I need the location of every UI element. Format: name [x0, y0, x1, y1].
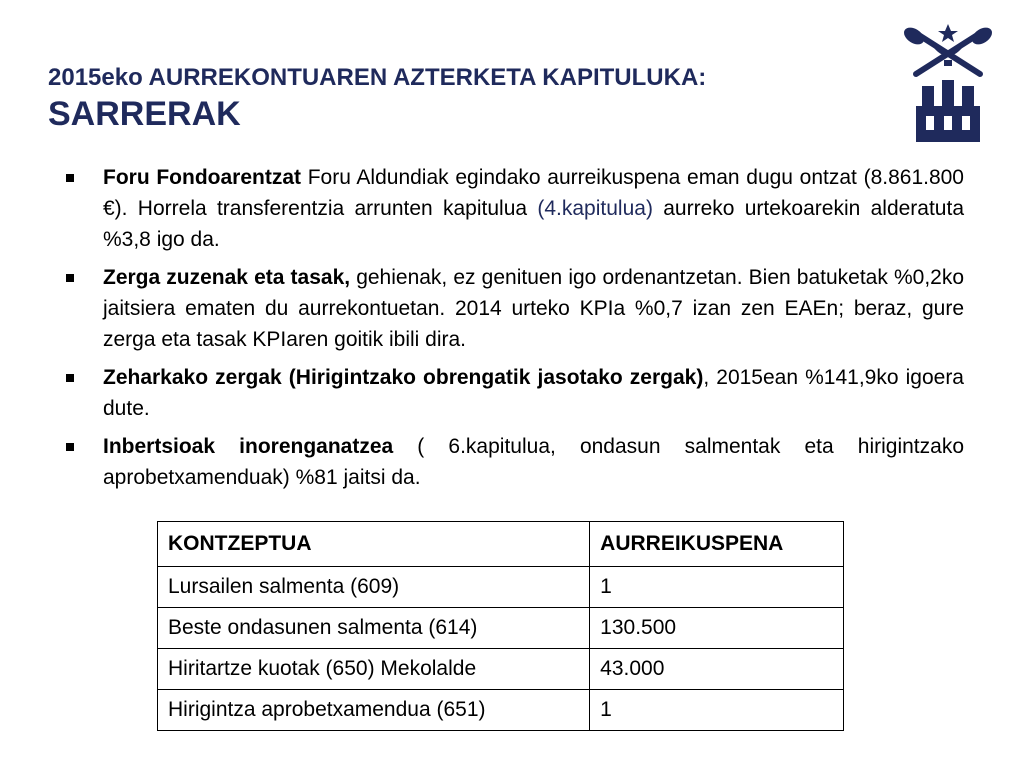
table-cell-concept: Beste ondasunen salmenta (614)	[158, 608, 590, 649]
table-cell-concept: Hirigintza aprobetxamendua (651)	[158, 690, 590, 731]
bullet-bold: Zeharkako zergak (Hirigintzako obrengatik jasotako zergak)	[103, 366, 704, 389]
bullet-text: gehienak, ez genituen igo ordenantzetan. Bien batuketak %0,2ko jaitsiera ematen du aurrekontuetan. 2014 urteko KPIa %0,7 izan zen EAEn; beraz, gure zerga eta tasak KPIaren goitik ibili dira.	[103, 266, 965, 351]
column-header-forecast: AURREIKUSPENA	[590, 522, 844, 567]
table-row	[158, 608, 844, 649]
table-header-row	[158, 522, 844, 567]
bullet-bold: Inbertsioak inorenganatzea	[103, 435, 394, 458]
table-row	[158, 690, 844, 731]
table-cell-concept: Lursailen salmenta (609)	[158, 567, 590, 608]
bullet-text: aurreko urtekoarekin alderatuta %3,8 igo da.	[103, 197, 965, 251]
bullet-text: Foru Aldundiak egindako aurreikuspena eman dugu ontzat (8.861.800 €). Horrela transferentzia arrunten kapitulua	[103, 166, 964, 220]
table-row	[158, 567, 844, 608]
square-bullet-icon	[66, 274, 74, 282]
column-header-concept: KONTZEPTUA	[158, 522, 590, 567]
bullet-list	[60, 162, 964, 500]
bullet-text: ( 6.kapitulua, ondasun salmentak eta hirigintzako aprobetxamenduak) %81 jaitsi da.	[103, 435, 964, 489]
table-cell-forecast: 1	[590, 690, 844, 731]
slide-title-line1: 2015eko AURREKONTUAREN AZTERKETA KAPITULUKA:	[48, 64, 707, 91]
square-bullet-icon	[66, 174, 74, 182]
table-cell-forecast: 1	[590, 567, 844, 608]
municipal-emblem-icon	[900, 22, 996, 144]
bullet-bold: Foru Fondoarentzat	[103, 166, 302, 189]
table-cell-forecast: 43.000	[590, 649, 844, 690]
square-bullet-icon	[66, 374, 74, 382]
table-cell-concept: Hiritartze kuotak (650) Mekolalde	[158, 649, 590, 690]
slide-title-line2: SARRERAK	[48, 95, 241, 133]
bullet-item	[60, 431, 964, 493]
budget-table	[157, 521, 844, 731]
table-row	[158, 649, 844, 690]
bullet-bold: Zerga zuzenak eta tasak,	[103, 266, 351, 289]
bullet-item	[60, 162, 964, 255]
slide-title	[48, 62, 888, 134]
table-cell-forecast: 130.500	[590, 608, 844, 649]
square-bullet-icon	[66, 443, 74, 451]
bullet-text: , 2015ean %141,9ko igoera dute.	[103, 366, 964, 420]
bullet-reference: (4.kapitulua)	[537, 197, 653, 220]
bullet-item	[60, 362, 964, 424]
bullet-item	[60, 262, 964, 355]
